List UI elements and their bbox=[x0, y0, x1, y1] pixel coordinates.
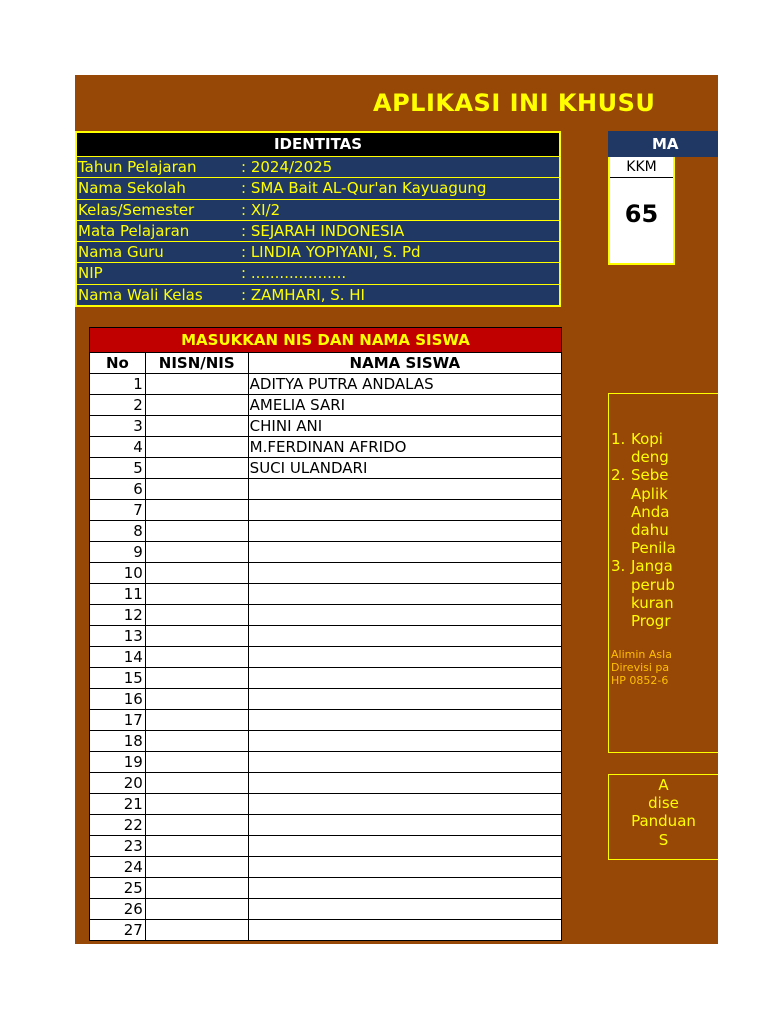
student-name-cell[interactable] bbox=[248, 584, 561, 605]
student-name-cell[interactable] bbox=[248, 626, 561, 647]
row-number-cell: 1 bbox=[90, 374, 146, 395]
instruction-line bbox=[611, 521, 676, 539]
instruction-number: 2. bbox=[611, 466, 626, 485]
identitas-row bbox=[77, 221, 559, 242]
student-name-cell[interactable] bbox=[248, 605, 561, 626]
identitas-label: Mata Pelajaran bbox=[78, 221, 190, 240]
student-name-cell[interactable] bbox=[248, 563, 561, 584]
identitas-row bbox=[77, 200, 559, 221]
nis-cell[interactable] bbox=[145, 815, 248, 836]
table-row bbox=[90, 815, 562, 836]
nis-cell[interactable] bbox=[145, 458, 248, 479]
nis-cell[interactable] bbox=[145, 899, 248, 920]
table-row bbox=[90, 479, 562, 500]
table-row bbox=[90, 689, 562, 710]
identitas-label: Nama Sekolah bbox=[78, 179, 186, 198]
kkm-value-cell[interactable]: 65 bbox=[624, 200, 659, 228]
student-name-cell[interactable] bbox=[248, 731, 561, 752]
identitas-panel bbox=[75, 131, 561, 307]
student-name-cell[interactable]: ADITYA PUTRA ANDALAS bbox=[248, 374, 561, 395]
credit-line: Alimin Asla bbox=[611, 648, 672, 661]
student-name-cell[interactable] bbox=[248, 647, 561, 668]
instruction-text: dahu bbox=[631, 521, 669, 540]
spreadsheet-sheet bbox=[75, 75, 718, 944]
identitas-label: Tahun Pelajaran bbox=[78, 158, 197, 176]
nis-cell[interactable] bbox=[145, 563, 248, 584]
identitas-value-cell[interactable]: : 2024/2025 bbox=[241, 158, 333, 176]
instruction-line bbox=[611, 539, 676, 557]
nis-cell[interactable] bbox=[145, 920, 248, 941]
row-number-cell: 18 bbox=[90, 731, 146, 752]
instruction-text: Aplik bbox=[631, 484, 668, 503]
row-number-cell: 5 bbox=[90, 458, 146, 479]
identitas-value-cell[interactable]: : .................... bbox=[241, 264, 347, 283]
student-name-cell[interactable] bbox=[248, 857, 561, 878]
row-number-cell: 12 bbox=[90, 605, 146, 626]
instruction-text: Progr bbox=[631, 612, 671, 631]
instruction-line bbox=[611, 594, 676, 612]
student-name-cell[interactable] bbox=[248, 794, 561, 815]
nis-cell[interactable] bbox=[145, 626, 248, 647]
nis-cell[interactable] bbox=[145, 584, 248, 605]
row-number-cell: 24 bbox=[90, 857, 146, 878]
instruction-line bbox=[611, 576, 676, 594]
student-name-cell[interactable] bbox=[248, 521, 561, 542]
nis-cell[interactable] bbox=[145, 521, 248, 542]
student-name-cell[interactable] bbox=[248, 878, 561, 899]
identitas-row bbox=[77, 242, 559, 263]
app-title: APLIKASI INI KHUSU bbox=[373, 89, 656, 117]
instruction-line bbox=[611, 430, 676, 448]
credit-line: HP 0852-6 bbox=[611, 674, 669, 687]
identitas-value-cell[interactable]: : LINDIA YOPIYANI, S. Pd bbox=[241, 243, 421, 262]
nis-cell[interactable] bbox=[145, 647, 248, 668]
instruction-text: Kopi bbox=[631, 430, 663, 448]
row-number-cell: 25 bbox=[90, 878, 146, 899]
instruction-line bbox=[611, 448, 676, 466]
table-row bbox=[90, 731, 562, 752]
nis-cell[interactable] bbox=[145, 416, 248, 437]
nis-cell[interactable] bbox=[145, 689, 248, 710]
nis-cell[interactable] bbox=[145, 605, 248, 626]
student-table bbox=[89, 327, 562, 941]
row-number-cell: 6 bbox=[90, 479, 146, 500]
instruction-line bbox=[611, 466, 676, 484]
guide-note bbox=[608, 774, 718, 860]
instruction-text: deng bbox=[631, 448, 669, 467]
identitas-value-cell[interactable]: : SEJARAH INDONESIA bbox=[241, 221, 405, 240]
student-name-cell[interactable] bbox=[248, 479, 561, 500]
table-row bbox=[90, 395, 562, 416]
table-row bbox=[90, 647, 562, 668]
identitas-row bbox=[77, 263, 559, 284]
author-credit bbox=[611, 648, 672, 687]
kkm-box bbox=[608, 157, 675, 265]
student-name-cell[interactable] bbox=[248, 710, 561, 731]
table-row bbox=[90, 857, 562, 878]
instructions-panel bbox=[608, 393, 718, 753]
instruction-line bbox=[611, 557, 676, 575]
table-row bbox=[90, 626, 562, 647]
nis-cell[interactable] bbox=[145, 374, 248, 395]
row-number-cell: 2 bbox=[90, 395, 146, 416]
nis-cell[interactable] bbox=[145, 668, 248, 689]
table-row bbox=[90, 521, 562, 542]
table-row bbox=[90, 437, 562, 458]
identitas-row bbox=[77, 157, 559, 178]
kkm-label: KKM bbox=[610, 157, 673, 178]
instruction-text: Anda bbox=[631, 502, 670, 521]
student-name-cell[interactable]: M.FERDINAN AFRIDO bbox=[248, 437, 561, 458]
identitas-value-cell[interactable]: : ZAMHARI, S. HI bbox=[241, 285, 365, 304]
table-row bbox=[90, 878, 562, 899]
nis-cell[interactable] bbox=[145, 437, 248, 458]
row-number-cell: 21 bbox=[90, 794, 146, 815]
nis-cell[interactable] bbox=[145, 731, 248, 752]
row-number-cell: 26 bbox=[90, 899, 146, 920]
guide-line: S bbox=[658, 830, 669, 849]
table-row bbox=[90, 605, 562, 626]
table-row bbox=[90, 773, 562, 794]
instruction-text: Sebe bbox=[631, 466, 669, 485]
table-row bbox=[90, 710, 562, 731]
nis-cell[interactable] bbox=[145, 857, 248, 878]
nis-cell[interactable] bbox=[145, 710, 248, 731]
table-row bbox=[90, 836, 562, 857]
nis-cell[interactable] bbox=[145, 479, 248, 500]
instruction-text: Janga bbox=[631, 557, 673, 576]
instruction-number: 1. bbox=[611, 430, 626, 448]
row-number-cell: 20 bbox=[90, 773, 146, 794]
table-row bbox=[90, 563, 562, 584]
student-name-cell[interactable] bbox=[248, 899, 561, 920]
instruction-line bbox=[611, 612, 676, 630]
row-number-cell: 27 bbox=[90, 920, 146, 941]
guide-line: A bbox=[658, 776, 669, 794]
guide-line: dise bbox=[648, 794, 679, 813]
nis-cell[interactable] bbox=[145, 752, 248, 773]
row-number-cell: 15 bbox=[90, 668, 146, 689]
row-number-cell: 14 bbox=[90, 647, 146, 668]
nis-cell[interactable] bbox=[145, 500, 248, 521]
row-number-cell: 3 bbox=[90, 416, 146, 437]
instruction-text: Penila bbox=[631, 539, 676, 558]
table-row bbox=[90, 542, 562, 563]
identitas-label: Nama Wali Kelas bbox=[78, 285, 203, 304]
row-number-cell: 9 bbox=[90, 542, 146, 563]
table-row bbox=[90, 374, 562, 395]
table-row bbox=[90, 416, 562, 437]
row-number-cell: 7 bbox=[90, 500, 146, 521]
table-row bbox=[90, 458, 562, 479]
instruction-line bbox=[611, 503, 676, 521]
table-row bbox=[90, 500, 562, 521]
identitas-header: IDENTITAS bbox=[77, 133, 559, 157]
row-number-cell: 8 bbox=[90, 521, 146, 542]
nis-cell[interactable] bbox=[145, 395, 248, 416]
identitas-label: Kelas/Semester bbox=[78, 200, 195, 219]
table-row bbox=[90, 794, 562, 815]
table-row bbox=[90, 920, 562, 941]
nis-cell[interactable] bbox=[145, 542, 248, 563]
table-row bbox=[90, 668, 562, 689]
row-number-cell: 23 bbox=[90, 836, 146, 857]
student-name-cell[interactable]: SUCI ULANDARI bbox=[248, 458, 561, 479]
instruction-text: kuran bbox=[631, 593, 674, 612]
student-name-cell[interactable] bbox=[248, 836, 561, 857]
row-number-cell: 17 bbox=[90, 710, 146, 731]
row-number-cell: 4 bbox=[90, 437, 146, 458]
row-number-cell: 22 bbox=[90, 815, 146, 836]
identitas-row bbox=[77, 285, 559, 305]
instruction-text: perub bbox=[631, 575, 675, 594]
table-row bbox=[90, 584, 562, 605]
table-row bbox=[90, 752, 562, 773]
instruction-number: 3. bbox=[611, 557, 626, 576]
student-name-cell[interactable] bbox=[248, 815, 561, 836]
identitas-label: NIP bbox=[78, 264, 103, 283]
nis-cell[interactable] bbox=[145, 836, 248, 857]
table-row bbox=[90, 899, 562, 920]
student-name-cell[interactable]: CHINI ANI bbox=[248, 416, 561, 437]
mapel-header: MA bbox=[608, 131, 718, 157]
nis-cell[interactable] bbox=[145, 878, 248, 899]
student-name-cell[interactable]: AMELIA SARI bbox=[248, 395, 561, 416]
column-header-no: No bbox=[90, 353, 146, 374]
student-name-cell[interactable] bbox=[248, 689, 561, 710]
student-name-cell[interactable] bbox=[248, 500, 561, 521]
row-number-cell: 16 bbox=[90, 689, 146, 710]
credit-line: Direvisi pa bbox=[611, 661, 670, 674]
student-name-cell[interactable] bbox=[248, 752, 561, 773]
identitas-value-cell[interactable]: : SMA Bait AL-Qur'an Kayuagung bbox=[241, 179, 487, 198]
row-number-cell: 19 bbox=[90, 752, 146, 773]
row-number-cell: 11 bbox=[90, 584, 146, 605]
column-header-nisn: NISN/NIS bbox=[145, 353, 248, 374]
nis-cell[interactable] bbox=[145, 773, 248, 794]
student-name-cell[interactable] bbox=[248, 920, 561, 941]
student-table-banner: MASUKKAN NIS DAN NAMA SISWA bbox=[90, 328, 562, 353]
instructions-list bbox=[611, 430, 676, 630]
nis-cell[interactable] bbox=[145, 794, 248, 815]
row-number-cell: 10 bbox=[90, 563, 146, 584]
identitas-label: Nama Guru bbox=[78, 243, 164, 262]
row-number-cell: 13 bbox=[90, 626, 146, 647]
guide-line: Panduan bbox=[631, 812, 696, 831]
identitas-row bbox=[77, 178, 559, 199]
student-name-cell[interactable] bbox=[248, 668, 561, 689]
identitas-value-cell[interactable]: : XI/2 bbox=[241, 200, 281, 219]
column-header-nama: NAMA SISWA bbox=[248, 353, 561, 374]
student-name-cell[interactable] bbox=[248, 542, 561, 563]
instruction-line bbox=[611, 485, 676, 503]
student-name-cell[interactable] bbox=[248, 773, 561, 794]
